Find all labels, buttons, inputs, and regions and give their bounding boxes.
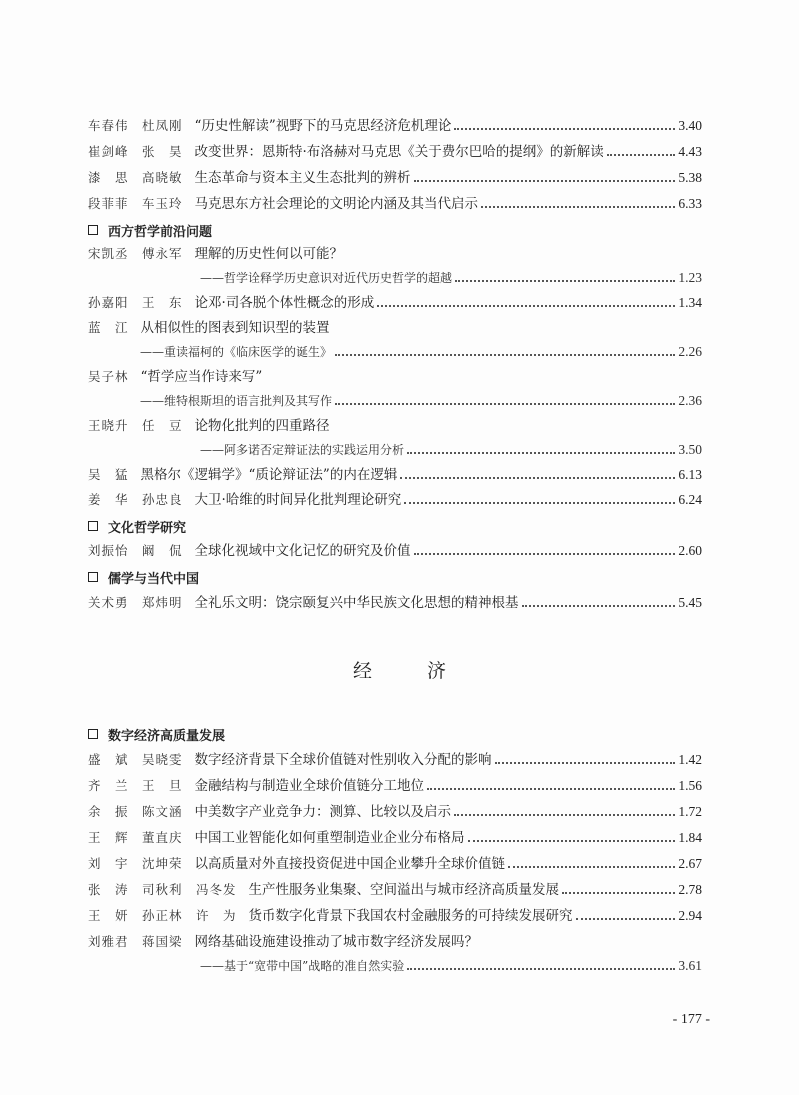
entry-subtitle: ——基于“宽带中国”战略的准自然实验 — [200, 959, 405, 973]
toc-subtitle — [140, 340, 702, 364]
toc-entry — [88, 904, 702, 928]
entry-title: 从相似性的图表到知识型的装置 — [140, 320, 330, 336]
toc-entry — [88, 166, 702, 190]
entry-title: 生产性服务业集聚、空间溢出与城市经济高质量发展 — [248, 882, 560, 898]
dot-leader — [454, 812, 675, 816]
entry-title: 中美数字产业竞争力：测算、比较以及启示 — [194, 804, 452, 820]
entry-authors: 余 振 陈文涵 — [88, 804, 183, 819]
entry-authors: 刘 宇 沈坤荣 — [88, 856, 183, 871]
entry-authors: 刘雅君 蒋国梁 — [88, 934, 183, 949]
toc-entry — [88, 192, 702, 216]
entry-authors: 王晓升 任 豆 — [88, 418, 183, 433]
entry-page: 3.40 — [678, 118, 702, 133]
entry-title: 马克思东方社会理论的文明论内涵及其当代启示 — [194, 196, 479, 212]
square-bullet-icon — [88, 225, 98, 235]
entry-title: 黑格尔《逻辑学》“质论辩证法”的内在逻辑 — [140, 467, 398, 483]
entry-authors: 吴 猛 — [88, 467, 129, 482]
dot-leader — [454, 126, 675, 130]
entry-subtitle: ——维特根斯坦的语言批判及其写作 — [140, 394, 333, 408]
dot-leader — [481, 204, 675, 208]
entry-title: 网络基础设施建设推动了城市数字经济发展吗？ — [194, 934, 479, 950]
entry-page: 3.50 — [678, 442, 702, 457]
entry-page: 1.34 — [678, 295, 702, 310]
entry-page: 2.67 — [678, 856, 702, 871]
entry-title: 论物化批判的四重路径 — [194, 418, 330, 434]
entry-title: 大卫·哈维的时间异化批判理论研究 — [194, 492, 402, 508]
square-bullet-icon — [88, 572, 98, 582]
section-title: 文化哲学研究 — [108, 520, 187, 536]
major-heading: 经 济 — [352, 660, 464, 682]
entry-title: 全礼乐文明：饶宗颐复兴中华民族文化思想的精神根基 — [194, 595, 519, 611]
toc-entry — [88, 316, 702, 340]
toc-entry — [88, 463, 702, 487]
entry-title: “历史性解读”视野下的马克思经济危机理论 — [194, 118, 452, 134]
page-number: - 177 - — [672, 1012, 710, 1027]
toc-entry — [88, 539, 702, 563]
dot-leader — [414, 178, 676, 182]
entry-authors: 崔剑峰 张 昊 — [88, 144, 183, 159]
entry-page: 6.33 — [678, 196, 702, 211]
dot-leader — [522, 603, 676, 607]
entry-authors: 姜 华 孙忠良 — [88, 492, 183, 507]
dot-leader — [455, 278, 675, 282]
entry-page: 1.56 — [678, 778, 702, 793]
toc-subtitle — [200, 266, 702, 290]
entry-page: 6.24 — [678, 492, 702, 507]
entry-authors: 王 妍 孙正林 许 为 — [88, 908, 237, 923]
entry-page: 1.72 — [678, 804, 702, 819]
entry-authors: 宋凯丞 傅永军 — [88, 246, 183, 261]
entry-page: 2.78 — [678, 882, 702, 897]
entry-title: 论邓·司各脱个体性概念的形成 — [194, 295, 375, 311]
entry-authors: 盛 斌 吴晓雯 — [88, 752, 183, 767]
toc-entry — [88, 878, 702, 902]
entry-title: 生态革命与资本主义生态批判的辨析 — [194, 170, 411, 186]
entry-title: 理解的历史性何以可能？ — [194, 246, 344, 262]
toc-entry — [88, 365, 702, 389]
entry-authors: 漆 思 高晓敏 — [88, 170, 183, 185]
entry-authors: 段菲菲 车玉玲 — [88, 196, 183, 211]
entry-subtitle: ——阿多诺否定辩证法的实践运用分析 — [200, 443, 405, 457]
entry-page: 3.61 — [678, 958, 702, 973]
entry-authors: 吴子林 — [88, 369, 129, 384]
entry-authors: 齐 兰 王 旦 — [88, 778, 183, 793]
entry-page: 4.43 — [678, 144, 702, 159]
dot-leader — [414, 551, 676, 555]
section-heading — [88, 218, 212, 242]
entry-page: 1.42 — [678, 752, 702, 767]
entry-authors: 关术勇 郑炜明 — [88, 595, 183, 610]
section-title: 数字经济高质量发展 — [108, 728, 226, 744]
square-bullet-icon — [88, 729, 98, 739]
toc-entry — [88, 826, 702, 850]
entry-page: 1.84 — [678, 830, 702, 845]
entry-title: 以高质量对外直接投资促进中国企业攀升全球价值链 — [194, 856, 506, 872]
section-title: 儒学与当代中国 — [108, 571, 200, 587]
toc-entry — [88, 242, 702, 266]
entry-authors: 张 涛 司秋利 冯冬发 — [88, 882, 237, 897]
entry-authors: 孙嘉阳 王 东 — [88, 295, 183, 310]
section-heading — [88, 722, 225, 746]
toc-entry — [88, 414, 702, 438]
dot-leader — [400, 475, 675, 479]
entry-subtitle: ——重读福柯的《临床医学的诞生》 — [140, 345, 333, 359]
section-title: 西方哲学前沿问题 — [108, 224, 213, 240]
entry-authors: 车春伟 杜凤刚 — [88, 118, 183, 133]
toc-entry — [88, 774, 702, 798]
dot-leader — [576, 916, 676, 920]
toc-subtitle — [140, 389, 702, 413]
entry-page: 2.94 — [678, 908, 702, 923]
square-bullet-icon — [88, 521, 98, 531]
toc-entry — [88, 800, 702, 824]
entry-title: 货币数字化背景下我国农村金融服务的可持续发展研究 — [248, 908, 573, 924]
dot-leader — [495, 760, 676, 764]
dot-leader — [377, 303, 675, 307]
entry-title: 改变世界：恩斯特·布洛赫对马克思《关于费尔巴哈的提纲》的新解读 — [194, 144, 604, 160]
dot-leader — [468, 838, 676, 842]
entry-title: 中国工业智能化如何重塑制造业企业分布格局 — [194, 830, 465, 846]
toc-entry — [88, 930, 702, 954]
dot-leader — [607, 152, 676, 156]
toc-subtitle — [200, 954, 702, 978]
section-heading — [88, 514, 186, 538]
dot-leader — [508, 864, 675, 868]
dot-leader — [427, 786, 675, 790]
entry-title: 全球化视域中文化记忆的研究及价值 — [194, 543, 411, 559]
toc-entry — [88, 748, 702, 772]
dot-leader — [404, 500, 675, 504]
toc-entry — [88, 852, 702, 876]
toc-subtitle — [200, 438, 702, 462]
entry-page: 2.60 — [678, 543, 702, 558]
entry-authors: 刘振怡 阚 侃 — [88, 543, 183, 558]
entry-page: 2.26 — [678, 344, 702, 359]
entry-page: 6.13 — [678, 467, 702, 482]
dot-leader — [335, 401, 675, 405]
entry-page: 2.36 — [678, 393, 702, 408]
section-heading — [88, 565, 199, 589]
entry-title: “哲学应当作诗来写” — [140, 369, 263, 385]
entry-authors: 蓝 江 — [88, 320, 129, 335]
entry-page: 5.45 — [678, 595, 702, 610]
dot-leader — [407, 966, 675, 970]
entry-authors: 王 辉 董直庆 — [88, 830, 183, 845]
dot-leader — [407, 450, 675, 454]
entry-page: 1.23 — [678, 270, 702, 285]
entry-subtitle: ——哲学诠释学历史意识对近代历史哲学的超越 — [200, 271, 453, 285]
toc-entry — [88, 140, 702, 164]
toc-entry — [88, 591, 702, 615]
dot-leader — [335, 352, 675, 356]
entry-title: 数字经济背景下全球价值链对性别收入分配的影响 — [194, 752, 492, 768]
dot-leader — [562, 890, 675, 894]
toc-entry — [88, 114, 702, 138]
toc-entry — [88, 488, 702, 512]
toc-entry — [88, 291, 702, 315]
entry-title: 金融结构与制造业全球价值链分工地位 — [194, 778, 425, 794]
entry-page: 5.38 — [678, 170, 702, 185]
